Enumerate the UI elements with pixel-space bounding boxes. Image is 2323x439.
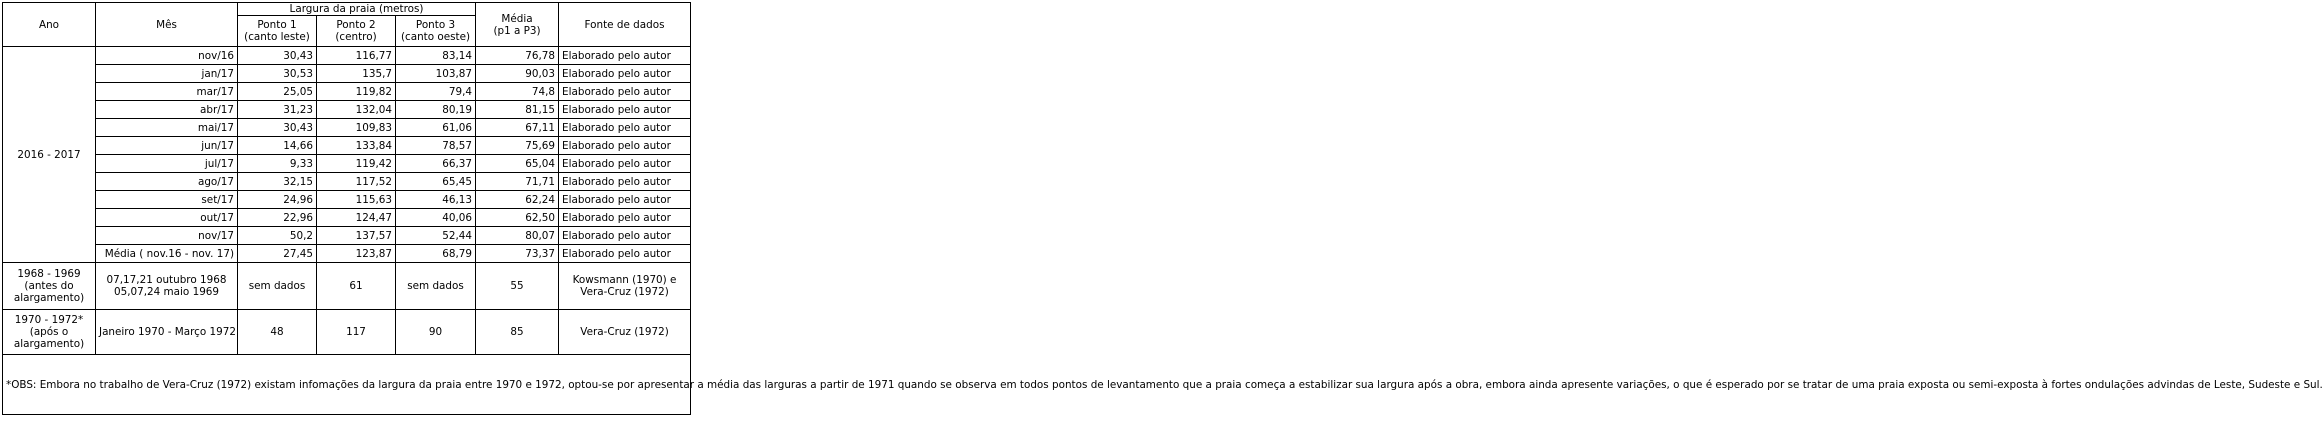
mes-cell: nov/16 [96, 47, 238, 65]
fonte-value: Elaborado pelo autor [559, 209, 691, 227]
fonte-value: Elaborado pelo autor [559, 191, 691, 209]
ponto1-value: 9,33 [238, 155, 317, 173]
table-row [3, 173, 691, 191]
ponto3-value: 103,87 [396, 65, 476, 83]
period-1970-line2: (após o [29, 326, 69, 338]
ponto1-value: 30,43 [238, 119, 317, 137]
media-value: 65,04 [476, 155, 559, 173]
mes-cell: jul/17 [96, 155, 238, 173]
table-row [3, 209, 691, 227]
ponto2-value: 137,57 [317, 227, 396, 245]
header-ponto2-line2: (centro) [335, 31, 377, 43]
p2-1970: 117 [317, 310, 396, 355]
media-value: 81,15 [476, 101, 559, 119]
header-ponto1-line1: Ponto 1 [257, 19, 297, 31]
media-value: 62,24 [476, 191, 559, 209]
ponto2-value: 115,63 [317, 191, 396, 209]
fonte-value: Elaborado pelo autor [559, 83, 691, 101]
media-value: 74,8 [476, 83, 559, 101]
mes-cell: abr/17 [96, 101, 238, 119]
table-row [3, 65, 691, 83]
ponto1-value: 30,53 [238, 65, 317, 83]
media-value: 75,69 [476, 137, 559, 155]
mes-cell: jun/17 [96, 137, 238, 155]
period-1970-line3: alargamento) [13, 338, 85, 350]
mes-1968-line1: 07,17,21 outubro 1968 [106, 274, 227, 286]
table-row [3, 119, 691, 137]
table-row [3, 227, 691, 245]
mes-cell: mar/17 [96, 83, 238, 101]
mes-1968-line2: 05,07,24 maio 1969 [113, 286, 220, 298]
header-ponto3-line2: (canto oeste) [400, 31, 471, 43]
table-row-1968 [3, 263, 691, 310]
fonte-value: Elaborado pelo autor [559, 137, 691, 155]
media-value: 76,78 [476, 47, 559, 65]
p2-1968: 61 [317, 263, 396, 310]
ponto3-value: 79,4 [396, 83, 476, 101]
ponto3-value: 46,13 [396, 191, 476, 209]
media-value: 73,37 [476, 245, 559, 263]
ponto2-value: 116,77 [317, 47, 396, 65]
media-value: 90,03 [476, 65, 559, 83]
period-1970 [3, 310, 96, 355]
fonte-1968 [559, 263, 691, 310]
ponto2-value: 117,52 [317, 173, 396, 191]
mes-cell: set/17 [96, 191, 238, 209]
media-value: 71,71 [476, 173, 559, 191]
ponto2-value: 124,47 [317, 209, 396, 227]
header-media-line2: (p1 a P3) [493, 24, 541, 37]
table-row [3, 47, 691, 65]
fonte-value: Elaborado pelo autor [559, 155, 691, 173]
obs-note: *OBS: Embora no trabalho de Vera-Cruz (1972) existam infomações da largura da praia entre 1970 e 1972, optou-se por apresentar a média das larguras a partir de 1971 quando se observa em todos pontos de levantamento que a praia começa a estabilizar sua largura após a obra, embora ainda apresente variações, o que é esperado por se tratar de uma praia exposta ou semi-exposta à fortes ondulações advindas de Leste, Sudeste e Sul. [3, 355, 691, 415]
table-row [3, 83, 691, 101]
mes-1968 [96, 263, 238, 310]
header-mes: Mês [96, 3, 238, 47]
ponto3-value: 83,14 [396, 47, 476, 65]
header-ponto1-line2: (canto leste) [244, 31, 310, 43]
header-fonte: Fonte de dados [559, 3, 691, 47]
ponto2-value: 119,42 [317, 155, 396, 173]
header-largura: Largura da praia (metros) [238, 3, 476, 16]
media-value: 62,50 [476, 209, 559, 227]
ponto2-value: 109,83 [317, 119, 396, 137]
ponto3-value: 80,19 [396, 101, 476, 119]
ponto1-value: 24,96 [238, 191, 317, 209]
ponto1-value: 30,43 [238, 47, 317, 65]
obs-row [3, 355, 691, 415]
header-ponto3-line1: Ponto 3 [415, 19, 456, 31]
ponto1-value: 50,2 [238, 227, 317, 245]
fonte-value: Elaborado pelo autor [559, 227, 691, 245]
table-row [3, 155, 691, 173]
ponto1-value: 27,45 [238, 245, 317, 263]
fonte-value: Elaborado pelo autor [559, 65, 691, 83]
ponto2-value: 135,7 [317, 65, 396, 83]
p1-1970: 48 [238, 310, 317, 355]
header-media [476, 3, 559, 47]
ponto3-value: 66,37 [396, 155, 476, 173]
header-ponto3 [396, 16, 476, 47]
ponto2-value: 133,84 [317, 137, 396, 155]
ponto1-value: 31,23 [238, 101, 317, 119]
period-1968-line2: (antes do [24, 280, 74, 292]
fonte-1970: Vera-Cruz (1972) [559, 310, 691, 355]
header-ponto1 [238, 16, 317, 47]
ponto2-value: 132,04 [317, 101, 396, 119]
ponto1-value: 25,05 [238, 83, 317, 101]
mes-cell: Média ( nov.16 - nov. 17) [96, 245, 238, 263]
mes-cell: nov/17 [96, 227, 238, 245]
ponto3-value: 68,79 [396, 245, 476, 263]
ponto2-value: 123,87 [317, 245, 396, 263]
ponto3-value: 78,57 [396, 137, 476, 155]
period-2016-2017: 2016 - 2017 [3, 47, 96, 263]
ponto3-value: 40,06 [396, 209, 476, 227]
fonte-value: Elaborado pelo autor [559, 173, 691, 191]
header-ponto2-line1: Ponto 2 [336, 19, 376, 31]
table-row [3, 191, 691, 209]
media-value: 80,07 [476, 227, 559, 245]
fonte-1968-line2: Vera-Cruz (1972) [580, 286, 669, 298]
ponto3-value: 65,45 [396, 173, 476, 191]
fonte-1968-line1: Kowsmann (1970) e [572, 274, 677, 286]
fonte-value: Elaborado pelo autor [559, 101, 691, 119]
period-1968 [3, 263, 96, 310]
ponto3-value: 61,06 [396, 119, 476, 137]
table-row-1970 [3, 310, 691, 355]
p1-1968: sem dados [238, 263, 317, 310]
mes-cell: jan/17 [96, 65, 238, 83]
period-1968-line1: 1968 - 1969 [17, 268, 81, 280]
media-1968: 55 [476, 263, 559, 310]
table-row [3, 137, 691, 155]
mes-cell: ago/17 [96, 173, 238, 191]
ponto1-value: 32,15 [238, 173, 317, 191]
period-1968-line3: alargamento) [13, 292, 85, 304]
fonte-value: Elaborado pelo autor [559, 119, 691, 137]
fonte-value: Elaborado pelo autor [559, 245, 691, 263]
fonte-value: Elaborado pelo autor [559, 47, 691, 65]
ponto2-value: 119,82 [317, 83, 396, 101]
table-row [3, 245, 691, 263]
header-ponto2 [317, 16, 396, 47]
beach-width-table [2, 2, 2323, 415]
table-row [3, 101, 691, 119]
ponto3-value: 52,44 [396, 227, 476, 245]
table-wrapper [2, 2, 2323, 415]
header-media-line1: Média [501, 12, 533, 25]
media-value: 67,11 [476, 119, 559, 137]
p3-1968: sem dados [396, 263, 476, 310]
media-1970: 85 [476, 310, 559, 355]
period-1970-line1: 1970 - 1972* [14, 314, 84, 326]
mes-cell: out/17 [96, 209, 238, 227]
mes-cell: mai/17 [96, 119, 238, 137]
p3-1970: 90 [396, 310, 476, 355]
mes-1970: Janeiro 1970 - Março 1972 [96, 310, 238, 355]
header-ano: Ano [3, 3, 96, 47]
ponto1-value: 22,96 [238, 209, 317, 227]
ponto1-value: 14,66 [238, 137, 317, 155]
